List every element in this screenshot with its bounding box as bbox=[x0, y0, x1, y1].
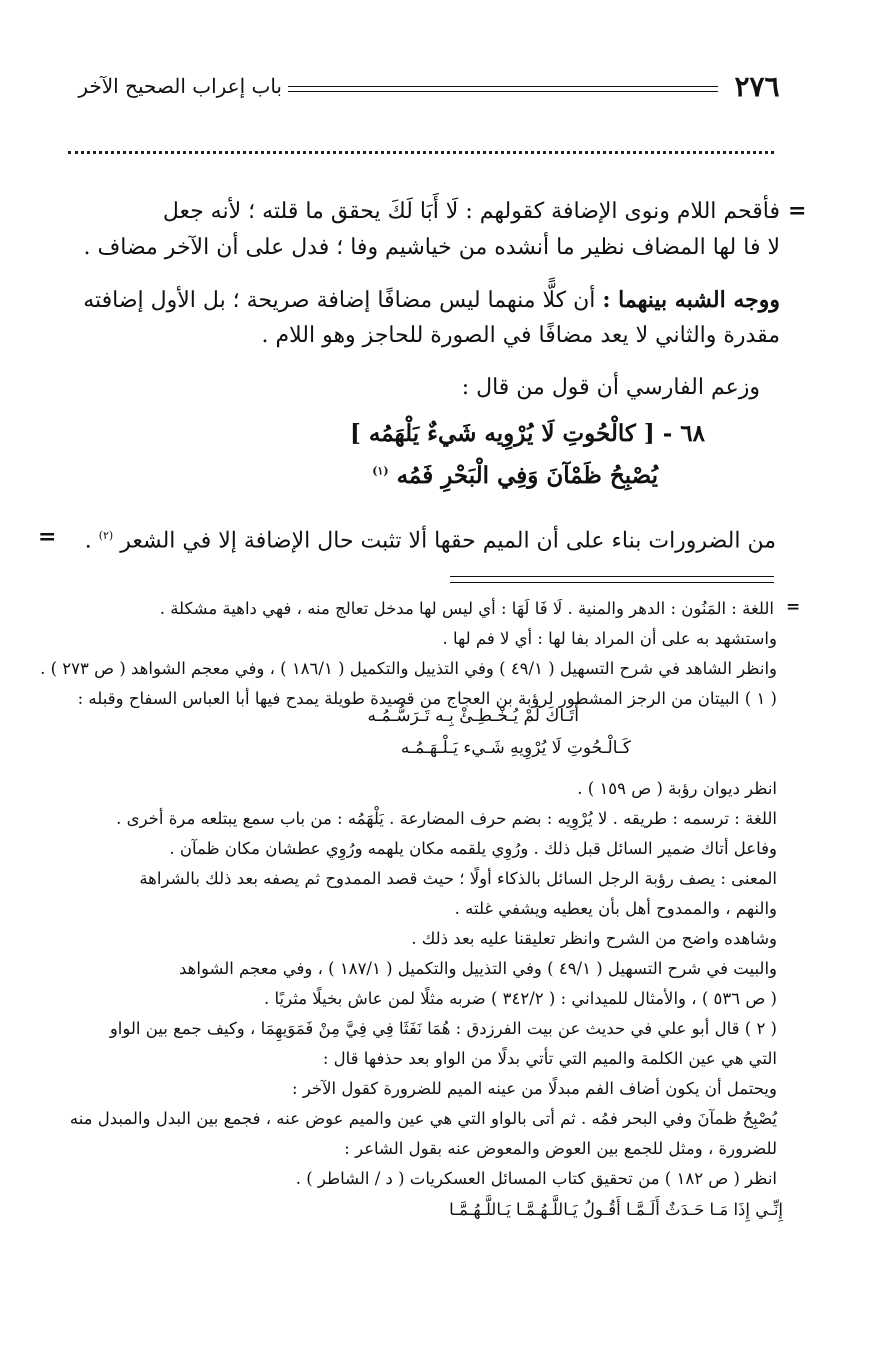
footnote-ref-2: (٢) bbox=[98, 529, 114, 542]
page-number: ٢٧٦ bbox=[734, 70, 780, 103]
chapter-title: باب إعراب الصحيح الآخر bbox=[78, 74, 282, 98]
verse-68-line-2-text: يُصْبِحُ ظَمْآنَ وَفِي الْبَحْرِ فَمُه bbox=[396, 462, 658, 489]
main-line-5: وزعم الفارسي أن قول من قال : bbox=[461, 375, 760, 400]
fn-line-6: اللغة : ترسمه : طريقه . لا يُرْوِيه : بضم حرف المضارعة . يَلْهَمُه : من باب سمع يبتلعه مرة أخرى . bbox=[116, 809, 777, 828]
fn-line-15: ويحتمل أن يكون أضاف الفم مبدلًا من عينه الميم للضرورة كقول الآخر : bbox=[292, 1079, 777, 1098]
fn-line-17: للضرورة ، ومثل للجمع بين العوض والمعوض عنه بقول الشاعر : bbox=[344, 1139, 777, 1158]
bold-term: ووجه الشبه بينهما : bbox=[602, 287, 780, 313]
fn-verse-3: إِنِّـي إِذَا مَـا حَـدَثٌ أَلَـمَّـا أَقُـولُ يَـاللَّـهُـمَّـا يَـاللَّـهُـمَّـا bbox=[449, 1200, 783, 1219]
main-line-3-text: أن كلًّا منهما ليس مضافًا إضافة صريحة ؛ بل الأول إضافته bbox=[83, 288, 596, 313]
fn-line-5: انظر ديوان رؤبة ( ص ١٥٩ ) . bbox=[577, 779, 777, 798]
verse-68-line-1: ٦٨ - [ كالْحُوتِ لَا يُرْوِيه شَيءٌ يَلْهَمُه ] bbox=[350, 420, 705, 447]
footnote-ref-1: (١) bbox=[372, 464, 389, 478]
footnote-continuation-mark: = bbox=[786, 597, 801, 617]
main-line-4: مقدرة والثاني لا يعد مضافًا في الصورة للحاجز وهو اللام . bbox=[261, 323, 780, 348]
dotted-separator bbox=[68, 151, 774, 154]
fn-line-18: انظر ( ص ١٨٢ ) من تحقيق كتاب المسائل العسكريات ( د / الشاطر ) . bbox=[295, 1169, 777, 1188]
main-line-6 bbox=[74, 518, 776, 559]
fn-line-16: يُصْبِحُ ظمآنَ وفي البحر فمُه . ثم أتى بالواو التي هي عين والميم عوض عنه ، فجمع بين البدل والمبدل منه bbox=[69, 1109, 777, 1128]
main-line-2: لا فا لها المضاف نظير ما أنشده من خياشيم وفا ؛ فدل على أن الآخر مضاف . bbox=[83, 235, 780, 260]
fn-line-9: والنهم ، والممدوح أهل بأن يعطيه ويشفي غلته . bbox=[454, 899, 777, 918]
verse-68-line-2 bbox=[372, 462, 658, 489]
header-rule bbox=[288, 86, 718, 92]
fn-line-11: والبيت في شرح التسهيل ( ٤٩/١ ) وفي التذييل والتكميل ( ١٨٧/١ ) ، وفي معجم الشواهد bbox=[179, 959, 777, 978]
continuation-mark-bottom: = bbox=[38, 524, 57, 550]
fn-verse-2: كَـالْـحُوتِ لَا يُرْوِيهِ شَـيء يَـلْـهَـمُـه bbox=[400, 738, 631, 758]
footnote-rule-bottom bbox=[450, 582, 774, 583]
main-line-1: فأقحم اللام ونوى الإضافة كقولهم : لَا أَبَا لَكَ يحقق ما قلته ؛ لأنه جعل bbox=[162, 199, 780, 224]
fn-line-8: المعنى : يصف رؤبة الرجل السائل بالذكاء أولًا ؛ حيث قصد الممدوح ثم يصفه بعد ذلك بالشراهة bbox=[139, 869, 777, 888]
fn-line-10: وشاهده واضح من الشرح وانظر تعليقنا عليه بعد ذلك . bbox=[411, 929, 777, 948]
main-line-6-text: من الضرورات بناء على أن الميم حقها ألا تثبت حال الإضافة إلا في الشعر bbox=[120, 528, 776, 554]
fn-line-2: واستشهد به على أن المراد بفا لها : أي لا فم لها . bbox=[442, 629, 777, 648]
main-line-6-tail: . bbox=[84, 528, 92, 554]
fn-line-12: ( ص ٥٣٦ ) ، والأمثال للميداني : ( ٣٤٢/٢ ) ضربه مثلًا لمن عاش بخيلًا مثريًا . bbox=[264, 989, 777, 1008]
fn-verse-1: أَتَـاكَ لَمْ يُـخْـطِـئْ بِـه تَـرَسُّـمُـه bbox=[367, 706, 579, 726]
fn-line-1: اللغة : المَنُون : الدهر والمنية . لَا فَا لَهَا : أي ليس لها مدخل تعالج منه ، فهي داهية مشكلة . bbox=[159, 599, 774, 618]
fn-line-13: ( ٢ ) قال أبو علي في حديث عن بيت الفرزدق : هُمَا نَفَثَا فِي فِيَّ مِنْ فَمَوَيهِمَا ، وكيف جمع بين الواو bbox=[109, 1019, 777, 1038]
footnote-rule-top bbox=[450, 576, 774, 577]
fn-line-14: التي هي عين الكلمة والميم التي تأتي بدلًا من الواو بعد حذفها قال : bbox=[322, 1049, 777, 1068]
continuation-mark-top: = bbox=[788, 198, 807, 224]
main-line-3 bbox=[58, 282, 780, 319]
fn-line-4: ( ١ ) البيتان من الرجز المشطور لرؤبة بن العجاج من قصيدة طويلة يمدح فيها أبا العباس السفاح وقبله : bbox=[77, 689, 777, 708]
fn-line-3: وانظر الشاهد في شرح التسهيل ( ٤٩/١ ) وفي التذييل والتكميل ( ١٨٦/١ ) ، وفي معجم الشواهد ( ص ٢٧٣ ) . bbox=[40, 659, 777, 678]
fn-line-7: وفاعل أتاك ضمير السائل قبل ذلك . ورُوِي يلقمه مكان يلهمه ورُوِي عطشان مكان ظمآن . bbox=[169, 839, 777, 858]
